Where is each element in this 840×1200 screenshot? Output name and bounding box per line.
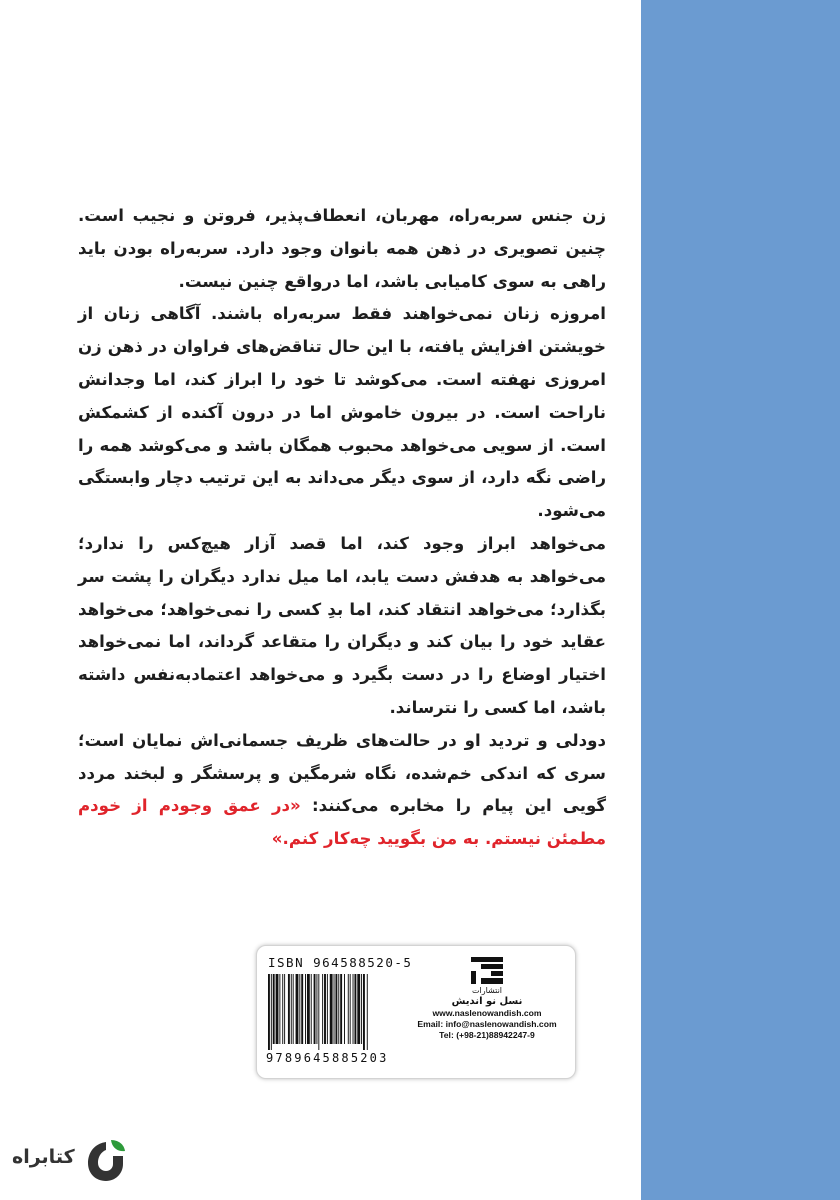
barcode-bar <box>307 974 310 1044</box>
ketabrah-leaf-icon <box>84 1138 128 1184</box>
barcode-bar <box>293 974 294 1044</box>
barcode-bar <box>311 974 312 1044</box>
barcode-digits: 9789645885203 <box>266 1051 389 1065</box>
paragraph-4 <box>78 725 606 856</box>
barcode-bar <box>305 974 306 1044</box>
barcode <box>268 974 403 1050</box>
barcode-bar <box>340 974 342 1044</box>
barcode-bar <box>316 974 317 1044</box>
publisher-label: انتشارات <box>471 986 503 995</box>
barcode-bar <box>273 974 275 1044</box>
barcode-bar <box>354 974 356 1044</box>
back-cover-text <box>78 200 606 856</box>
barcode-bar <box>301 974 303 1044</box>
barcode-bar <box>279 974 280 1044</box>
barcode-bar <box>363 974 365 1050</box>
barcode-bar <box>338 974 339 1044</box>
isbn-label: ISBN 964588520-5 <box>268 955 413 970</box>
barcode-bar <box>324 974 326 1044</box>
barcode-bar <box>271 974 272 1050</box>
publisher-website: www.naslenowandish.com <box>432 1008 542 1018</box>
barcode-bar <box>288 974 290 1044</box>
barcode-bar <box>314 974 316 1044</box>
paragraph-2: امروزه زنان نمی‌خواهند فقط سربه‌راه باشند. آگاهی زنان از خویشتن افزایش یافته، با این حال تناقض‌های فراوان در ذهن زن امروزی نهفته است. می‌کوشد تا خود را ابراز کند، اما وجدانش ناراحت است. در بیرون خاموش اما در درون آکنده از کشمکش است. از سویی می‌خواهد محبوب همگان باشد و می‌کوشد همه را راضی نگه دارد، از سوی دیگر می‌داند به این ترتیب دچار وابستگی می‌شود. <box>78 304 606 521</box>
highlighted-quote: «در عمق وجودم از خودم مطمئن نیستم. به من بگویید چه‌کار کنم.» <box>78 796 606 849</box>
barcode-bar <box>334 974 335 1044</box>
barcode-bar <box>344 974 345 1044</box>
isbn-card <box>256 945 576 1079</box>
barcode-bar <box>353 974 354 1044</box>
publisher-email: Email: info@naslenowandish.com <box>417 1019 557 1029</box>
spine-panel <box>641 0 840 1200</box>
barcode-bar <box>350 974 351 1044</box>
publisher-logo-icon <box>467 954 507 986</box>
barcode-bar <box>268 974 270 1050</box>
paragraph-3: می‌خواهد ابراز وجود کند، اما قصد آزار هیچ‌کس را ندارد؛ می‌خواهد به هدفش دست یابد، اما میل ندارد دیگران را پشت سر بگذارد؛ می‌خواهد انتقاد کند، اما بدِ کسی را نمی‌خواهد؛ می‌خواهد عقاید خود را بیان کند و دیگران را متقاعد گرداند، اما نمی‌خواهد اختیار اوضاع را در دست بگیرد و می‌خواهد اعتمادبه‌نفس داشته باشد، اما کسی را نترساند. <box>78 533 606 717</box>
barcode-bar <box>296 974 299 1044</box>
barcode-bar <box>330 974 333 1044</box>
publisher-name: نسل نو اندیش <box>451 996 523 1007</box>
barcode-bar <box>327 974 328 1044</box>
barcode-bar <box>299 974 300 1044</box>
barcode-bar <box>367 974 368 1050</box>
barcode-bar <box>361 974 362 1044</box>
barcode-bar <box>348 974 349 1044</box>
barcode-bar <box>357 974 360 1044</box>
barcode-bar <box>276 974 279 1044</box>
publisher-tel: Tel: (+98-21)88942247-9 <box>439 1030 535 1040</box>
paragraph-1: زن جنس سربه‌راه، مهربان، انعطاف‌پذیر، فروتن و نجیب است. چنین تصویری در ذهن همه بانوان وجود دارد. سربه‌راه بودن باید راهی به سوی کامیابی باشد، اما درواقع چنین نیست. <box>78 206 606 291</box>
barcode-bar <box>291 974 292 1044</box>
paragraph-4-text: دودلی و تردید او در حالت‌های ظریف جسمانی‌اش نمایان است؛ سری که اندکی خم‌شده، نگاه شرمگین و پرسشگر و لبخند مردد گویی این پیام را مخابره می‌کنند: <box>78 730 606 816</box>
barcode-bar <box>282 974 283 1044</box>
ketabrah-brand <box>12 1138 127 1186</box>
publisher-block <box>407 954 567 1041</box>
barcode-bar <box>322 974 323 1044</box>
barcode-bar <box>335 974 337 1044</box>
barcode-bar <box>318 974 319 1050</box>
brand-name: کتابراه <box>12 1146 75 1168</box>
barcode-bar <box>284 974 285 1044</box>
